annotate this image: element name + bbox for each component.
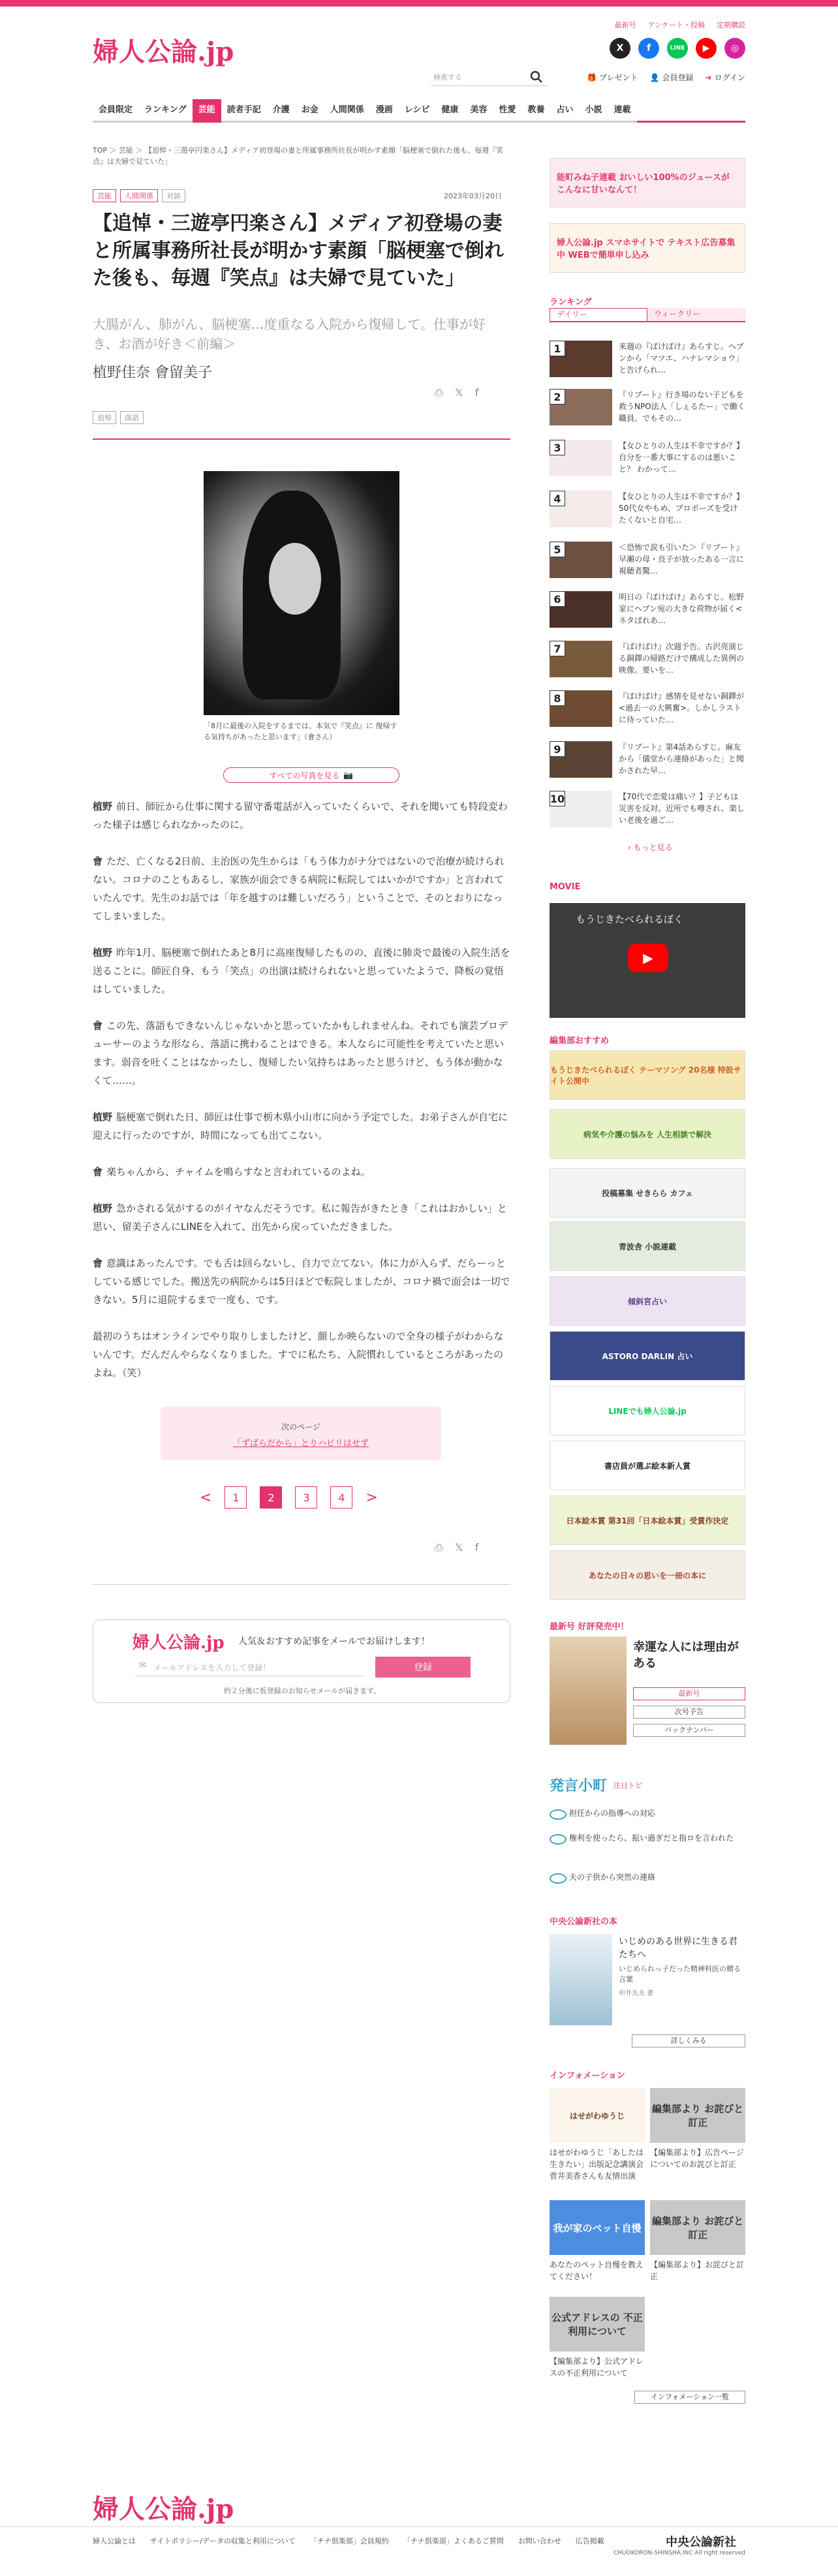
komachi-subtitle: 注目トピ bbox=[613, 1781, 642, 1790]
body-paragraph-4 bbox=[93, 1017, 510, 1090]
present-label: プレゼント bbox=[599, 73, 638, 82]
info-image: 編集部より お詫びと訂正 bbox=[650, 2088, 745, 2143]
rank-number: 6 bbox=[550, 591, 565, 607]
play-icon[interactable]: ▶ bbox=[628, 943, 668, 972]
speaker: 植野 bbox=[93, 1111, 113, 1123]
rank-number: 5 bbox=[550, 542, 565, 557]
side-banner-column[interactable]: 能町みね子連載 おいしい100%のジュースが こんなに甘いなんて！ bbox=[550, 158, 745, 207]
article-title: 【追悼・三遊亭円楽さん】メディア初登場の妻と所属事務所社長が明かす素顔「脳梗塞で倒れた後も、毎週『笑点』は夫婦で見ていた」 bbox=[93, 212, 504, 290]
tag-entertainment[interactable]: 芸能 bbox=[93, 189, 116, 202]
footer-link-contact[interactable]: お問い合わせ bbox=[518, 2537, 561, 2545]
nav-fortune[interactable]: 占い bbox=[550, 99, 579, 123]
nav-love[interactable]: 性愛 bbox=[493, 99, 521, 123]
book-cover[interactable] bbox=[550, 1934, 612, 2025]
book-more-button[interactable]: 詳しくみる bbox=[632, 2034, 745, 2047]
paragraph-text: 急かされる気がするのがイヤなんだそうです。私に報告がきたとき「これはおかしい」と思い、留美子さんにLINEを入れて、出先から戻っていただきました。 bbox=[93, 1203, 507, 1233]
footer-divider bbox=[0, 2526, 838, 2527]
ranking-item[interactable] bbox=[550, 440, 745, 480]
rank-number: 3 bbox=[550, 440, 565, 455]
nav-care[interactable]: 介護 bbox=[267, 99, 296, 123]
body-paragraph-1 bbox=[93, 797, 510, 834]
next-page-label: 次のページ bbox=[281, 1422, 320, 1432]
body-paragraph-3 bbox=[93, 943, 510, 998]
page-4[interactable]: 4 bbox=[330, 1486, 352, 1509]
rank-text: 来週の『ばけばけ』あらすじ。ヘブンから「マツエ、ハナレマショウ」と告げられ… bbox=[619, 342, 744, 375]
more-label: もっと見る bbox=[633, 843, 673, 852]
info-more-button[interactable]: インフォメーション一覧 bbox=[634, 2391, 745, 2404]
ranking-tabs bbox=[550, 308, 745, 322]
body-paragraph-9 bbox=[93, 1327, 510, 1382]
rank-number: 8 bbox=[550, 690, 565, 706]
speaker: 會 bbox=[93, 1166, 103, 1178]
print-icon[interactable]: ⎙ bbox=[435, 1541, 443, 1554]
movie-title: MOVIE bbox=[550, 882, 581, 892]
divider bbox=[93, 1584, 510, 1585]
nav-novel[interactable]: 小説 bbox=[580, 99, 608, 123]
book-author: 中井久夫 著 bbox=[619, 1990, 654, 1997]
latest-issue-cover[interactable] bbox=[550, 1636, 627, 1745]
all-photos-button[interactable] bbox=[223, 767, 399, 783]
nav-beauty[interactable]: 美容 bbox=[464, 99, 493, 123]
instagram-icon[interactable]: ◎ bbox=[724, 38, 745, 59]
komachi-logo[interactable]: 発言小町 bbox=[550, 1777, 608, 1794]
side-banner-8[interactable]: 書店員が選ぶ絵本新人賞 bbox=[550, 1441, 745, 1490]
body-paragraph-6 bbox=[93, 1163, 510, 1181]
tag-rakugo[interactable]: 落語 bbox=[120, 411, 144, 424]
subscription-link[interactable]: 定期購読 bbox=[717, 21, 745, 29]
present-button[interactable] bbox=[587, 72, 638, 83]
latest-issue-link[interactable]: 最新号 bbox=[614, 21, 636, 29]
ranking-item[interactable] bbox=[550, 591, 745, 632]
ranking-item[interactable] bbox=[550, 791, 745, 831]
nav-reader-notes[interactable]: 読者手記 bbox=[221, 99, 267, 123]
body-paragraph-7 bbox=[93, 1199, 510, 1236]
camera-icon: 📷 bbox=[343, 771, 354, 780]
nav-money[interactable]: お金 bbox=[296, 99, 324, 123]
next-issue-button[interactable]: 次号予告 bbox=[633, 1706, 745, 1719]
side-banner-6[interactable]: ASTORO DARLIN 占い bbox=[550, 1331, 745, 1381]
side-banner-3[interactable]: 投稿募集 せきらら カフェ bbox=[550, 1168, 745, 1218]
search-input[interactable]: 検索する bbox=[431, 68, 548, 86]
nav-series[interactable]: 連載 bbox=[608, 99, 637, 123]
nav-health[interactable]: 健康 bbox=[435, 99, 464, 123]
footer-link-faq[interactable]: 「チナ倶楽部」よくあるご質問 bbox=[403, 2537, 504, 2545]
rank-number: 10 bbox=[550, 791, 565, 806]
share-top bbox=[435, 386, 478, 399]
side-banner-ad[interactable]: 婦人公論.jp スマホサイトで テキスト広告募集中 WEBで簡単申し込み bbox=[550, 223, 745, 273]
newsletter-box bbox=[93, 1619, 510, 1703]
ranking-more-link[interactable] bbox=[628, 842, 673, 853]
register-label: 会員登録 bbox=[662, 73, 694, 82]
komachi-topic[interactable]: 担任からの指導への対応 bbox=[550, 1807, 745, 1819]
body-paragraph-5 bbox=[93, 1108, 510, 1144]
newsletter-note: 約２分後に仮登録のお知らせメールが届きます。 bbox=[223, 1687, 381, 1695]
photo-caption: 「8月に最後の入院をするまでは、本気で『笑点』に 復帰する気持ちがあったと思います」（會さん） bbox=[204, 722, 397, 741]
side-banner-4[interactable]: 青波舎 小説連載 bbox=[550, 1221, 745, 1271]
rank-text: 【70代で恋愛は痛い？】子どもは災害を反対。近所でも噂され、楽しい老後を過ご… bbox=[619, 792, 745, 825]
nav-ranking[interactable]: ランキング bbox=[138, 99, 193, 123]
ranking-title: ランキング bbox=[550, 298, 592, 307]
paragraph-text: 最初のうちはオンラインでやり取りしましたけど、顔しか映らないので全身の様子がわからないんです。だんだんやらなくなりました。すでに私たち、入院慣れしているところがあったのよね。（笑） bbox=[93, 1330, 504, 1379]
footer-links bbox=[93, 2536, 604, 2546]
facebook-icon[interactable]: f bbox=[638, 38, 659, 59]
tab-weekly[interactable]: ウィークリー bbox=[647, 308, 745, 321]
info-image: 我が家のペット自慢 bbox=[550, 2200, 645, 2255]
search-icon[interactable] bbox=[530, 70, 543, 84]
paragraph-text: 脳梗塞で倒れた日、師匠は仕事で栃木県小山市に向かう予定でした。お弟子さんが自宅に迎えに行ったのですが、時間になっても出てこない。 bbox=[93, 1111, 508, 1141]
ranking-item[interactable] bbox=[550, 542, 745, 582]
speaker: 會 bbox=[93, 1257, 103, 1269]
rank-text: 『ばけばけ』次週予告。古沢亮演じる銅鐸の帰路だけで構成した異例の映像。要いを… bbox=[619, 642, 745, 675]
article-photo[interactable] bbox=[204, 471, 399, 715]
rank-text: ＜恐怖で涙も引いた＞『リブート』早瀬の母・良子が放ったある一言に視聴者驚… bbox=[619, 543, 745, 575]
top-accent-bar bbox=[0, 0, 838, 7]
info-title: インフォメーション bbox=[550, 2071, 625, 2081]
info-card[interactable] bbox=[550, 2088, 645, 2182]
komachi-topic[interactable]: 権利を使ったら、振い過ぎだと指ロを言われた bbox=[550, 1832, 745, 1844]
video-player[interactable] bbox=[550, 903, 745, 1018]
newsletter-submit-button[interactable]: 登録 bbox=[375, 1657, 471, 1678]
nav-relations[interactable]: 人間関係 bbox=[324, 99, 370, 123]
rank-text: 【女ひとりの人生は不幸ですか？】50代女やもめ、プロポーズを受けたくないと自宅… bbox=[619, 492, 745, 525]
article-body bbox=[93, 797, 510, 1382]
rank-number: 2 bbox=[550, 389, 565, 405]
article-subtitle: 大腸がん、肺がん、脳梗塞…度重なる入院から復帰して。仕事が好き、お酒が好き＜前編＞ bbox=[93, 316, 486, 352]
speaker: 會 bbox=[93, 1020, 103, 1032]
side-banner-7[interactable]: LINEでも婦人公論.jp bbox=[550, 1386, 745, 1435]
ranking-item[interactable] bbox=[550, 741, 745, 782]
rank-number: 9 bbox=[550, 741, 565, 757]
ranking-item[interactable] bbox=[550, 389, 745, 429]
speaker: 植野 bbox=[93, 801, 113, 812]
rank-number: 1 bbox=[550, 341, 565, 356]
body-paragraph-2 bbox=[93, 852, 510, 925]
info-caption: 【編集部より】お詫びと訂正 bbox=[650, 2260, 745, 2281]
footer-link-policy[interactable]: サイトポリシー/データの収集と利用について bbox=[150, 2537, 296, 2545]
ranking-item[interactable] bbox=[550, 491, 745, 531]
paragraph-text: この先、落語もできないんじゃないかと思っていたかもしれませんね。それでも演芸プロデューサーのような形なら、落語に携わることはできる。本人ならに可能性を考えていたと思います。弱音を吐くことはなかったし、復帰したい気持ちはあったと思うけど、もう体が動かなくて……。 bbox=[93, 1020, 508, 1086]
nav-members[interactable]: 会員限定 bbox=[93, 99, 138, 123]
nav-recipe[interactable]: レシピ bbox=[399, 99, 436, 123]
paragraph-text: 楽ちゃんから、チャイムを鳴らすなと言われているのよね。 bbox=[106, 1166, 371, 1178]
mail-icon: ✉ bbox=[139, 1661, 146, 1670]
footer-link-about[interactable]: 婦人公論とは bbox=[93, 2537, 136, 2545]
line-icon[interactable]: LINE bbox=[667, 38, 688, 59]
register-button[interactable] bbox=[650, 72, 694, 83]
side-banner-2[interactable]: 病気や介護の悩みを 人生相談で解決 bbox=[550, 1109, 745, 1159]
info-caption: はせがわゆうじ「あしたは生きたい」出版記念講演会 菅井美香さんも友情出演 bbox=[550, 2148, 644, 2181]
latest-issue-buttons bbox=[633, 1687, 745, 1737]
side-banner-9[interactable]: 日本絵本賞 第31回「日本絵本賞」受賞作決定 bbox=[550, 1495, 745, 1545]
divider bbox=[93, 438, 510, 440]
all-photos-label: すべての写真を見る bbox=[269, 771, 340, 780]
share-bottom bbox=[435, 1541, 478, 1554]
info-caption: 【編集部より】公式アドレスの不正利用について bbox=[550, 2357, 644, 2378]
rank-text: 【女ひとりの人生は不幸ですか？】自分を一番大事にするのは悪いこと？ わかって… bbox=[619, 441, 745, 474]
picks-title: 編集部おすすめ bbox=[550, 1036, 610, 1046]
info-caption: あなたのペット自慢を教えてください！ bbox=[550, 2260, 644, 2281]
body-paragraph-8 bbox=[93, 1254, 510, 1309]
side-banner-10[interactable]: あなたの日々の思いを一冊の本に bbox=[550, 1550, 745, 1600]
x-icon[interactable]: X bbox=[610, 38, 630, 59]
newsletter-text: 人気＆おすすめ記事をメールでお届けします！ bbox=[238, 1636, 430, 1647]
video-title: もうじきたべられるぼく bbox=[576, 913, 684, 925]
small-tags bbox=[93, 411, 147, 424]
book-description: いじめられっ子だった精神科医の贈る言葉 bbox=[619, 1965, 741, 1984]
side-banner-5[interactable]: 傾斜宮占い bbox=[550, 1276, 745, 1326]
breadcrumb[interactable]: TOP ＞ 芸能 ＞ 【追悼・三遊亭円楽さん】メディア初登場の妻と所属事務所社長が明かす素顔「脳梗塞で倒れた後も、毎週『笑点』は夫婦で見ていた」 bbox=[93, 146, 504, 166]
newsletter-logo: 婦人公論.jp bbox=[132, 1633, 225, 1653]
photo-face-shape bbox=[269, 543, 321, 615]
next-page-box[interactable] bbox=[161, 1407, 441, 1460]
nav-entertainment[interactable]: 芸能 bbox=[193, 99, 221, 123]
facebook-share-icon[interactable]: f bbox=[474, 386, 479, 399]
tag-memorial[interactable]: 追悼 bbox=[93, 411, 116, 424]
komachi-topic[interactable]: 夫の子供から突然の連絡 bbox=[550, 1871, 745, 1883]
footer-link-terms[interactable]: 「チナ倶楽部」会員規約 bbox=[309, 2537, 389, 2545]
info-card[interactable] bbox=[550, 2297, 645, 2379]
side-banner-1[interactable]: もうじきたべられるぼく テーマソング 20名様 特設サイト公開中 bbox=[550, 1050, 745, 1100]
info-image: はせがわゆうじ bbox=[550, 2088, 645, 2143]
page-2[interactable]: 2 bbox=[260, 1486, 282, 1509]
tag-dialogue[interactable]: 対談 bbox=[162, 189, 185, 202]
ranking-item[interactable] bbox=[550, 690, 745, 731]
page-1[interactable]: 1 bbox=[225, 1486, 247, 1509]
info-image: 編集部より お詫びと訂正 bbox=[650, 2200, 745, 2255]
header-links bbox=[615, 20, 745, 30]
footer-link-ads[interactable]: 広告掲載 bbox=[575, 2537, 604, 2545]
info-card[interactable] bbox=[650, 2200, 745, 2282]
nav-manga[interactable]: 漫画 bbox=[370, 99, 399, 123]
latest-issue-title: 最新号 好評発売中！ bbox=[550, 1622, 629, 1632]
rank-number: 4 bbox=[550, 491, 565, 506]
header-actions bbox=[587, 72, 745, 83]
user-icon: 👤 bbox=[649, 73, 660, 82]
site-logo[interactable]: 婦人公論.jp bbox=[93, 37, 234, 67]
speaker: 植野 bbox=[93, 1203, 113, 1214]
tab-daily[interactable]: デイリー bbox=[550, 308, 647, 321]
footer-logo[interactable]: 婦人公論.jp bbox=[93, 2494, 234, 2524]
login-button[interactable] bbox=[706, 72, 745, 83]
book-title: いじめのある世界に生きる君たちへ bbox=[619, 1937, 737, 1960]
back-number-button[interactable]: バックナンバー bbox=[633, 1724, 745, 1737]
paragraph-text: 意識はあったんです。でも舌は回らないし、自力で立てない。体に力が入らず、だらーっとしている感じでした。搬送先の病院からは5日ほどで転院しましたが、コロナ禍で面会は一切できない。5月に退院するまで一度も、です。 bbox=[93, 1257, 510, 1306]
info-card[interactable] bbox=[650, 2088, 745, 2170]
info-card[interactable] bbox=[550, 2200, 645, 2282]
rank-text: 明日の『ばけばけ』あらすじ。松野家にヘブン宛の大きな荷物が届く<ネタばれあ… bbox=[619, 592, 745, 625]
facebook-share-icon[interactable]: f bbox=[474, 1541, 479, 1554]
article-date: 2023年03月20日 bbox=[444, 192, 502, 200]
books-title: 中央公論新社の本 bbox=[550, 1917, 618, 1927]
next-page-icon[interactable]: > bbox=[365, 1489, 378, 1506]
tag-relations[interactable]: 人間関係 bbox=[120, 189, 158, 202]
nav-culture[interactable]: 教養 bbox=[521, 99, 550, 123]
chevron-right-icon: › bbox=[628, 843, 631, 852]
page-3[interactable]: 3 bbox=[295, 1486, 317, 1509]
rank-number: 7 bbox=[550, 641, 565, 656]
x-share-icon[interactable]: 𝕏 bbox=[454, 386, 463, 399]
next-page-title[interactable]: 「ずばらだから」とりハビリはせず bbox=[232, 1439, 369, 1449]
prev-page-icon[interactable]: < bbox=[200, 1489, 212, 1506]
company-name[interactable]: 中央公論新社 bbox=[666, 2536, 736, 2549]
gift-icon: 🎁 bbox=[587, 73, 597, 82]
x-share-icon[interactable]: 𝕏 bbox=[454, 1541, 463, 1554]
survey-link[interactable]: アンケート・投稿 bbox=[647, 21, 705, 29]
login-label: ログイン bbox=[714, 73, 745, 82]
login-icon: ➜ bbox=[705, 73, 712, 82]
speaker: 會 bbox=[93, 855, 103, 867]
article-authors: 植野佳奈 會留美子 bbox=[93, 365, 212, 381]
paragraph-text: 前日、師匠から仕事に関する留守番電話が入っていたくらいで、それを聞いても特段変わった様子は感じられなかったのに。 bbox=[93, 801, 508, 831]
speaker: 植野 bbox=[93, 947, 113, 958]
rank-text: 『リブート』行き場のない子どもを救うNPO法人「しぇるたー」で働く職員。でもその… bbox=[619, 390, 745, 423]
ranking-item[interactable] bbox=[550, 641, 745, 681]
print-icon[interactable]: ⎙ bbox=[435, 386, 443, 399]
main-nav bbox=[93, 99, 745, 123]
youtube-icon[interactable]: ▶ bbox=[696, 38, 717, 59]
info-caption: 【編集部より】広告ページについてのお詫びと訂正 bbox=[650, 2148, 744, 2169]
article-tags bbox=[93, 189, 189, 202]
paragraph-text: 昨年1月、脳梗塞で倒れたあと8月に高座復帰したものの、直後に肺炎で最後の入院生活を送ることに。師匠自身、もう「笑点」の出演は続けられないと思っていたようで、降板の覚悟はしていました。 bbox=[93, 947, 510, 995]
rank-text: 『ばけばけ』感情を見せない銅鐸が<過去一の大興奮>。しかしラストに待っていた… bbox=[619, 692, 745, 724]
social-links bbox=[610, 38, 745, 59]
ranking-item[interactable] bbox=[550, 341, 745, 381]
copyright: CHUOKORON-SHINSHA,INC All right reserved bbox=[613, 2550, 745, 2556]
paragraph-text: ただ、亡くなる2日前、主治医の先生からは「もう体力がナ分ではないので治療が続けられない。コロナのこともあるし、家族が面会できる病院に転院してはいかがですか」と言われていたんです。先生のお話では「年を越すのは難しいだろう」ということで、そのとおりになってしまいました。 bbox=[93, 855, 504, 922]
latest-issue-button[interactable]: 最新号 bbox=[633, 1687, 745, 1700]
newsletter-email-input[interactable]: メールアドレスを入力して登録！ bbox=[135, 1657, 364, 1676]
info-image: 公式アドレスの 不正利用について bbox=[550, 2297, 645, 2352]
pagination bbox=[200, 1486, 378, 1509]
rank-text: 『リブート』第4話あらすじ。麻友から「儀堂から連絡があった」と聞かされた早… bbox=[619, 743, 744, 775]
latest-issue-headline: 幸運な人には理由がある bbox=[633, 1640, 739, 1670]
